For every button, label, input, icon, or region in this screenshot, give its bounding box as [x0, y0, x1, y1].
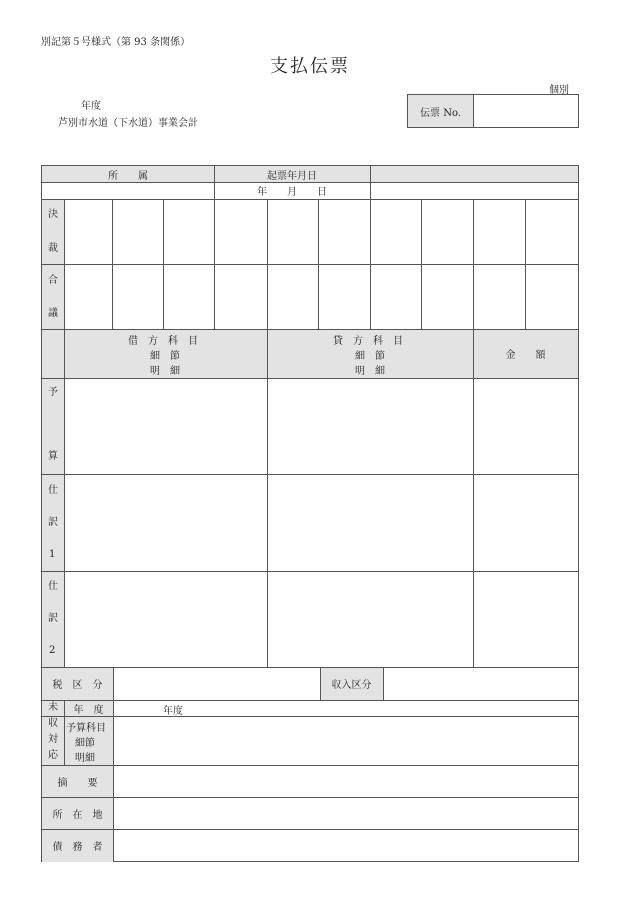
consultation-char-2: 議 [48, 308, 58, 319]
debit-subsection-label: 細 節 [150, 351, 180, 362]
journal2-debit-field[interactable] [64, 571, 267, 667]
budget-amount-field[interactable] [473, 378, 578, 474]
fiscal-year-field[interactable] [113, 700, 578, 716]
issue-date-header: 起票年月日 [267, 170, 317, 182]
journal1-char-2: 訳 [48, 517, 58, 528]
budget-account-label-group [64, 716, 113, 765]
budget-debit-field[interactable] [64, 378, 267, 474]
debit-account-label: 借 方 科 目 [128, 336, 198, 347]
budget-account-field[interactable] [113, 716, 578, 765]
budget-account-label: 予算科目 [66, 723, 106, 734]
journal1-char-3: 1 [49, 549, 56, 560]
amount-header: 金 額 [505, 350, 546, 361]
journal2-char-2: 訳 [48, 613, 58, 624]
credit-subsection-label: 細 節 [355, 351, 385, 362]
org-name: 芦別市水道（下水道）事業会計 [58, 118, 198, 129]
individual-label: 個別 [549, 85, 569, 96]
debtor-field[interactable] [113, 829, 578, 861]
journal1-amount-field[interactable] [473, 474, 578, 571]
tax-class-field[interactable] [113, 667, 320, 700]
location-field[interactable] [113, 797, 578, 829]
form-label: 別記第５号様式（第 93 条関係） [41, 37, 191, 48]
fiscal-year-label: 年度 [81, 101, 101, 112]
budget-char-2: 算 [48, 451, 58, 462]
voucher-number-field[interactable] [474, 95, 578, 127]
credit-account-label: 貸 方 科 目 [333, 336, 403, 347]
fiscal-year-suffix: 年度 [163, 706, 183, 717]
receivable-char-3: 対 [48, 734, 58, 745]
voucher-number-box [407, 94, 579, 128]
tax-class-label: 税 区 分 [52, 680, 103, 691]
voucher-table [41, 165, 579, 862]
credit-header [267, 329, 473, 378]
budget-detail-label: 明細 [75, 753, 95, 764]
journal2-char-1: 仕 [48, 581, 58, 592]
budget-char-1: 予 [48, 387, 58, 398]
journal2-amount-field[interactable] [473, 571, 578, 667]
header-blank [370, 166, 578, 182]
summary-label: 摘 要 [57, 777, 98, 789]
debtor-label: 債 務 者 [52, 841, 103, 853]
page-title: 支払伝票 [270, 56, 350, 77]
receivable-char-1: 未 [48, 702, 58, 713]
affiliation-header: 所 属 [108, 170, 148, 182]
affiliation-field[interactable] [42, 182, 214, 199]
approval-char-2: 裁 [48, 243, 58, 254]
consultation-char-1: 合 [48, 275, 58, 286]
receivable-char-2: 収 [48, 718, 58, 729]
debit-header [64, 329, 267, 378]
income-class-label: 収入区分 [331, 680, 372, 691]
journal1-credit-field[interactable] [267, 474, 473, 571]
receivable-char-4: 応 [48, 750, 58, 761]
debit-detail-label: 明 細 [150, 366, 180, 377]
journal2-credit-field[interactable] [267, 571, 473, 667]
journal2-char-3: 2 [49, 645, 56, 656]
budget-subsection-label: 細節 [75, 738, 95, 749]
journal1-debit-field[interactable] [64, 474, 267, 571]
location-label: 所 在 地 [52, 809, 103, 821]
issue-date-field[interactable]: 年 月 日 [257, 187, 327, 198]
credit-detail-label: 明 細 [355, 366, 385, 377]
income-class-field[interactable] [383, 667, 578, 700]
summary-field[interactable] [113, 765, 578, 797]
journal1-char-1: 仕 [48, 485, 58, 496]
budget-credit-field[interactable] [267, 378, 473, 474]
fiscal-year-row-label: 年 度 [73, 704, 104, 716]
voucher-number-label: 伝票 No. [408, 95, 474, 127]
row2-blank [370, 182, 578, 199]
approval-char-1: 決 [48, 209, 58, 220]
